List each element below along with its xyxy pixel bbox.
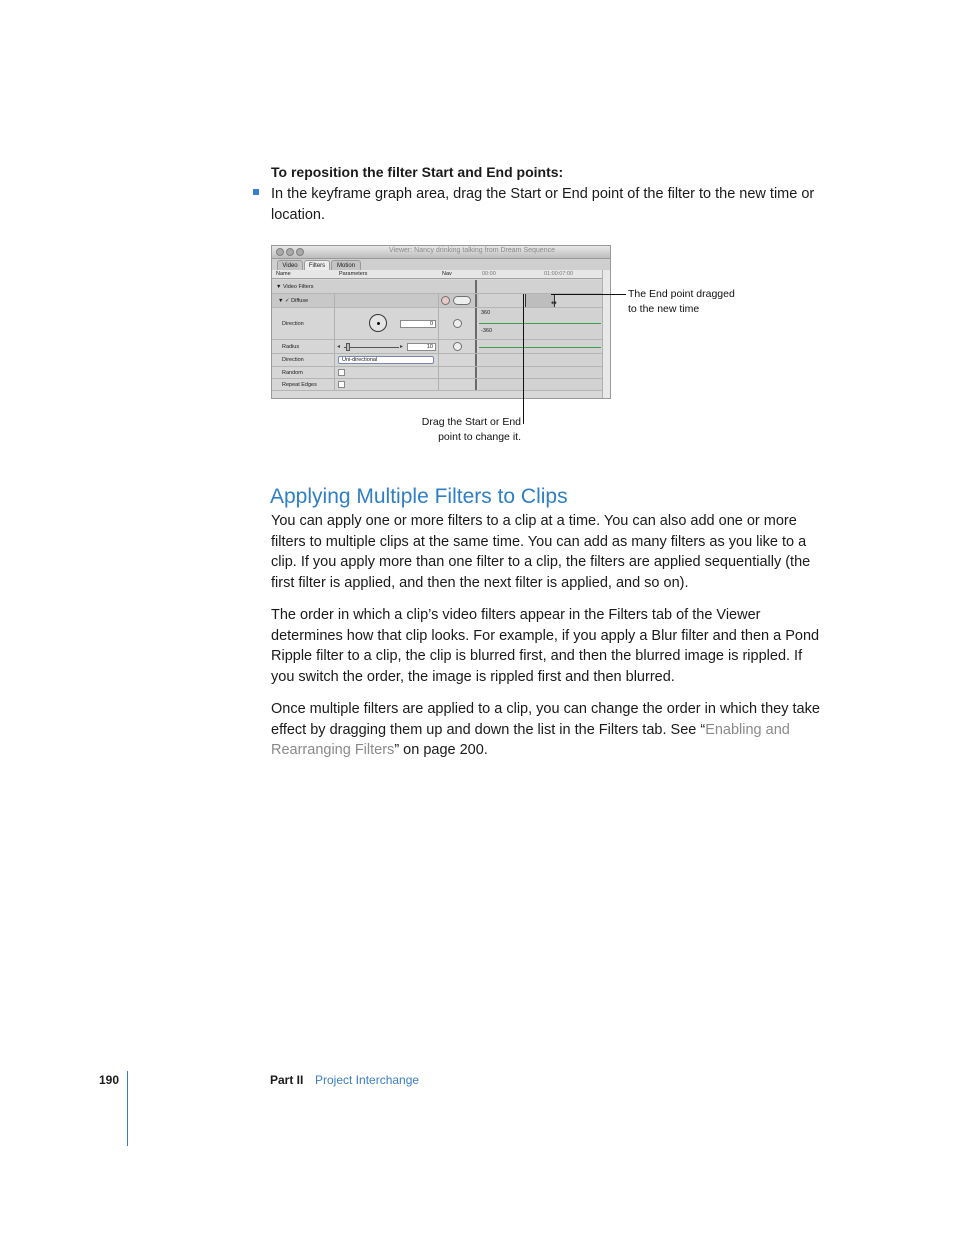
- repeat-edges-nav-cell: [439, 379, 477, 390]
- close-icon[interactable]: [276, 248, 284, 256]
- callout-drag-point: [405, 415, 521, 445]
- disclosure-triangle-icon[interactable]: ▼: [278, 297, 285, 304]
- row-direction-popup: [272, 354, 610, 367]
- slider-left-arrow-icon[interactable]: ◂: [337, 344, 341, 350]
- section-title: Applying Multiple Filters to Clips: [270, 485, 568, 508]
- radius-nav-cell: [439, 340, 477, 353]
- random-param-cell: [335, 367, 439, 378]
- graph-random: [479, 367, 604, 378]
- header-nav: Nav: [442, 271, 452, 277]
- callout-drag-line2: point to change it.: [438, 431, 521, 443]
- footer-part-label: Part II: [270, 1073, 304, 1087]
- diffuse-label: Diffuse: [291, 297, 309, 304]
- page-number: 190: [99, 1073, 120, 1087]
- tab-video[interactable]: Video: [277, 260, 303, 270]
- graph-max-label: 360: [481, 310, 491, 316]
- radius-slider-thumb[interactable]: [346, 343, 350, 351]
- footer-rule: [127, 1071, 128, 1146]
- footer-chapter-link[interactable]: Project Interchange: [315, 1073, 420, 1087]
- paragraph-3-text-before: Once multiple filters are applied to a clip, you can change the order in which they take effect by dragging them up and down the list in the Filters tab. See “: [271, 701, 820, 738]
- direction-param-cell: [335, 308, 439, 339]
- graph-diffuse: [479, 294, 604, 307]
- keyframe-button-icon[interactable]: [453, 342, 462, 351]
- callout-end-line2: to the new time: [628, 303, 700, 315]
- diffuse-name-cell: [272, 294, 335, 307]
- viewer-tab-row: [272, 259, 610, 270]
- viewer-titlebar: [272, 246, 610, 259]
- cross-reference-link[interactable]: Enabling and Rearranging Filters: [271, 721, 790, 758]
- row-diffuse: [272, 294, 610, 308]
- diffuse-nav-cell: [439, 294, 477, 307]
- repeat-edges-label: Repeat Edges: [282, 381, 317, 388]
- keyframe-menu-icon[interactable]: [453, 296, 471, 305]
- random-name-cell: [272, 367, 335, 378]
- viewer-window-figure: [271, 245, 611, 399]
- task-bullet-text: In the keyframe graph area, drag the Start or End point of the filter to the new time or location.: [271, 186, 815, 223]
- tab-filters[interactable]: Filters: [304, 260, 330, 270]
- repeat-edges-name-cell: [272, 379, 335, 390]
- callout-end-point: [628, 287, 758, 317]
- keyframe-button-icon[interactable]: [453, 319, 462, 328]
- callout-end-line1: The End point dragged: [628, 288, 735, 300]
- random-nav-cell: [439, 367, 477, 378]
- header-parameters: Parameters: [339, 271, 368, 277]
- row-direction: [272, 308, 610, 340]
- row-random: [272, 367, 610, 379]
- minimize-icon[interactable]: [286, 248, 294, 256]
- column-header-row: [272, 270, 610, 279]
- radius-curve: [479, 347, 601, 348]
- random-label: Random: [282, 369, 303, 376]
- bullet-square-icon: [253, 189, 259, 195]
- angle-dial-center: [377, 322, 380, 325]
- video-filters-group[interactable]: [272, 280, 477, 293]
- radius-value-field[interactable]: 10: [407, 343, 436, 351]
- diffuse-param-cell: [335, 294, 439, 307]
- header-name: Name: [276, 271, 291, 277]
- graph-direction2: [479, 354, 604, 366]
- callout-end-leader: [551, 294, 626, 295]
- paragraph-3-text-after: ” on page 200.: [394, 742, 488, 758]
- radius-slider-track[interactable]: [344, 347, 399, 348]
- graph-min-label: -360: [481, 328, 493, 334]
- row-repeat-edges: [272, 379, 610, 391]
- random-checkbox[interactable]: [338, 369, 345, 376]
- direction2-param-cell: [335, 354, 439, 366]
- reset-x-icon[interactable]: [441, 296, 450, 305]
- graph-video-filters: [479, 280, 604, 293]
- graph-repeat-edges: [479, 379, 604, 390]
- row-video-filters: [272, 280, 610, 294]
- direction2-nav-cell: [439, 354, 477, 366]
- zoom-icon[interactable]: [296, 248, 304, 256]
- viewer-window-title: Viewer: Nancy drinking talking from Dream Sequence: [388, 247, 555, 254]
- filter-start-point[interactable]: [525, 294, 526, 307]
- radius-param-cell: [335, 340, 439, 353]
- direction-name-cell: [272, 308, 335, 339]
- drag-cursor-icon: ⇹: [551, 300, 557, 307]
- direction-label: Direction: [282, 320, 304, 327]
- task-heading: To reposition the filter Start and End points:: [271, 164, 564, 180]
- paragraph-1: You can apply one or more filters to a clip at a time. You can also add one or more filters to multiple clips at the same time. You can add as many filters as you like to a clip. If you apply more than one filter to a clip, the filters are applied sequentially (the first filter is applied, and then the next filter is applied, and so on).: [271, 513, 811, 591]
- tab-motion[interactable]: Motion: [331, 260, 361, 270]
- header-timecode-start: 00:00: [482, 271, 496, 277]
- direction-nav-cell: [439, 308, 477, 339]
- graph-radius: [479, 340, 604, 353]
- video-filters-label: Video Filters: [282, 283, 314, 290]
- direction2-label: Direction: [282, 357, 304, 363]
- disclosure-triangle-icon[interactable]: ▼: [276, 283, 283, 290]
- filter-duration-bar[interactable]: [525, 294, 554, 307]
- callout-drag-leader: [523, 294, 524, 424]
- direction-curve: [479, 323, 601, 324]
- direction2-name-cell: [272, 354, 335, 366]
- repeat-edges-checkbox[interactable]: [338, 381, 345, 388]
- slider-right-arrow-icon[interactable]: ▸: [400, 344, 404, 350]
- paragraph-2: The order in which a clip’s video filters appear in the Filters tab of the Viewer determines how that clip looks. For example, if you apply a Blur filter and then a Pond Ripple filter to a clip, the clip is blurred first, and then the blurred image is rippled. If you switch the order, the image is rippled first and then blurred.: [271, 607, 820, 685]
- repeat-edges-param-cell: [335, 379, 439, 390]
- paragraph-3: [271, 699, 823, 761]
- viewer-scrollbar[interactable]: [602, 270, 610, 399]
- graph-direction: [479, 308, 604, 339]
- direction-value-field[interactable]: 0: [400, 320, 436, 328]
- radius-label: Radius: [282, 343, 300, 350]
- enable-check-icon[interactable]: ✓: [284, 297, 292, 304]
- row-radius: [272, 340, 610, 354]
- callout-drag-line1: Drag the Start or End: [421, 416, 521, 428]
- header-timecode-end: 01:00:07:00: [544, 271, 574, 277]
- radius-name-cell: [272, 340, 335, 353]
- direction-mode-select[interactable]: Uni-directional: [338, 356, 434, 364]
